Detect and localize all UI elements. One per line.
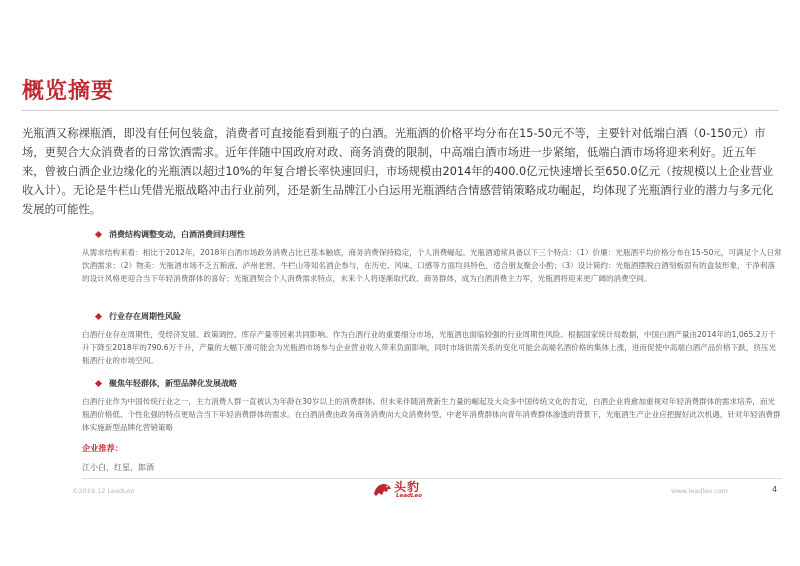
intro-paragraph: 光瓶酒又称裸瓶酒，即没有任何包装盒，消费者可直接能看到瓶子的白酒。光瓶酒的价格平均分布在15-50元不等，主要针对低端白酒（0-150元）市场，更契合大众消费者的日常饮酒需求。近年伴随中国政府对政、商务消费的限制，中高端白酒市场进一步紧缩，低端白酒市场将迎来利好。近五年来，曾被白酒企业边缘化的光瓶酒以超过10%的年复合增长率快速回归，市场规模由2014年的400.0亿元快速增长至650.0亿元（按规模以上企业营业收入计）。无论是牛栏山凭借光瓶战略冲击行业前列，还是新生品牌江小白运用光瓶酒结合情感营销策略成功崛起，均体现了光瓶酒行业的潜力与多元化发展的可能性。 bbox=[22, 127, 774, 216]
section-heading-text: 行业存在周期性风险 bbox=[109, 312, 181, 321]
leadleo-logo bbox=[372, 478, 432, 502]
page-title: 概览摘要 bbox=[22, 79, 115, 104]
diamond-bullet-icon bbox=[95, 380, 102, 387]
footer-divider bbox=[82, 478, 782, 479]
title-divider bbox=[22, 110, 778, 111]
page-number: 4 bbox=[772, 485, 778, 494]
leopard-icon bbox=[372, 480, 392, 498]
diamond-bullet-icon bbox=[95, 313, 102, 320]
logo-chinese-text: 头豹 bbox=[394, 480, 421, 494]
section-body-cycle-risk: 白酒行业存在周期性，受经济发展、政策调控、库存产量等因素共同影响。作为白酒行业的重要细分市场，光瓶酒也面临较强的行业周期性风险。根据国家统计局数据，中国白酒产量由2014年的1,065.2万千升下降至2018年的790.6万千升，产量的大幅下滑可能会为光瓶酒市场参与企业营业收入带来负面影响，同时市场供需关系的变化可能会高端名酒价格的集体上涨，进而促使中高端白酒产品价格下跌，挤压光瓶酒行业的市场空间。 bbox=[82, 330, 777, 365]
website-link[interactable]: www.leadleo.com bbox=[671, 487, 728, 495]
logo-english-text: LeadLeo bbox=[396, 493, 422, 499]
section-heading-text: 聚焦年轻群体，新型品牌化发展战略 bbox=[109, 379, 237, 388]
section-heading-cycle-risk bbox=[96, 311, 181, 322]
recommend-label: 企业推荐： bbox=[82, 443, 123, 453]
section-body-young-group: 白酒行业作为中国传统行业之一，主力消费人群一直被认为年龄在30岁以上的消费群体。但未来伴随消费新生力量的崛起及大众多中国传统文化的肯定，白酒企业将愈加重视对年轻消费群体的需求培养，而光瓶酒价格低、个性化强的特点更贴合当下年轻消费群体的需求。在白酒消费由政务商务消费向大众消费转型、中老年消费群体向青年消费群体渗透的背景下，光瓶酒生产企业应把握好此次机遇，针对年轻消费群体实施新型品牌化营销策略 bbox=[82, 397, 781, 432]
section-heading-young-group bbox=[96, 378, 237, 389]
diamond-bullet-icon bbox=[95, 231, 102, 238]
section-heading-consumption bbox=[96, 229, 245, 240]
recommend-items: 江小白，红星，郎酒 bbox=[82, 463, 154, 472]
section-body-consumption: 从需求结构来看：相比于2012年，2018年白酒市场政务消费占比已基本触底，商务消费保持稳定，个人消费崛起。光瓶酒通常具备以下三个特点：（1）价廉：光瓶酒平均价格分布在15-50元，可满足个人日常饮酒需求；（2）物美：光瓶酒市场不乏五粮液、泸州老窖、牛栏山等知名酒企参与，在历史、风味、口感等方面均具特色，适合朋友聚会小酌；（3）设计简约：光瓶酒摆脱白酒刻板固有的盒装形象，干净利落的设计风格更迎合当下年轻消费群体的喜好；光瓶酒契合个人消费需求特点，未来个人将逐渐取代政、商务群体，成为白酒消费主力军，光瓶酒将迎来更广阔的消费空间。 bbox=[82, 248, 782, 283]
section-heading-text: 消费结构调整变动，白酒消费回归理性 bbox=[109, 230, 245, 239]
copyright-text: ©2019.12 LeadLeo bbox=[72, 487, 135, 495]
